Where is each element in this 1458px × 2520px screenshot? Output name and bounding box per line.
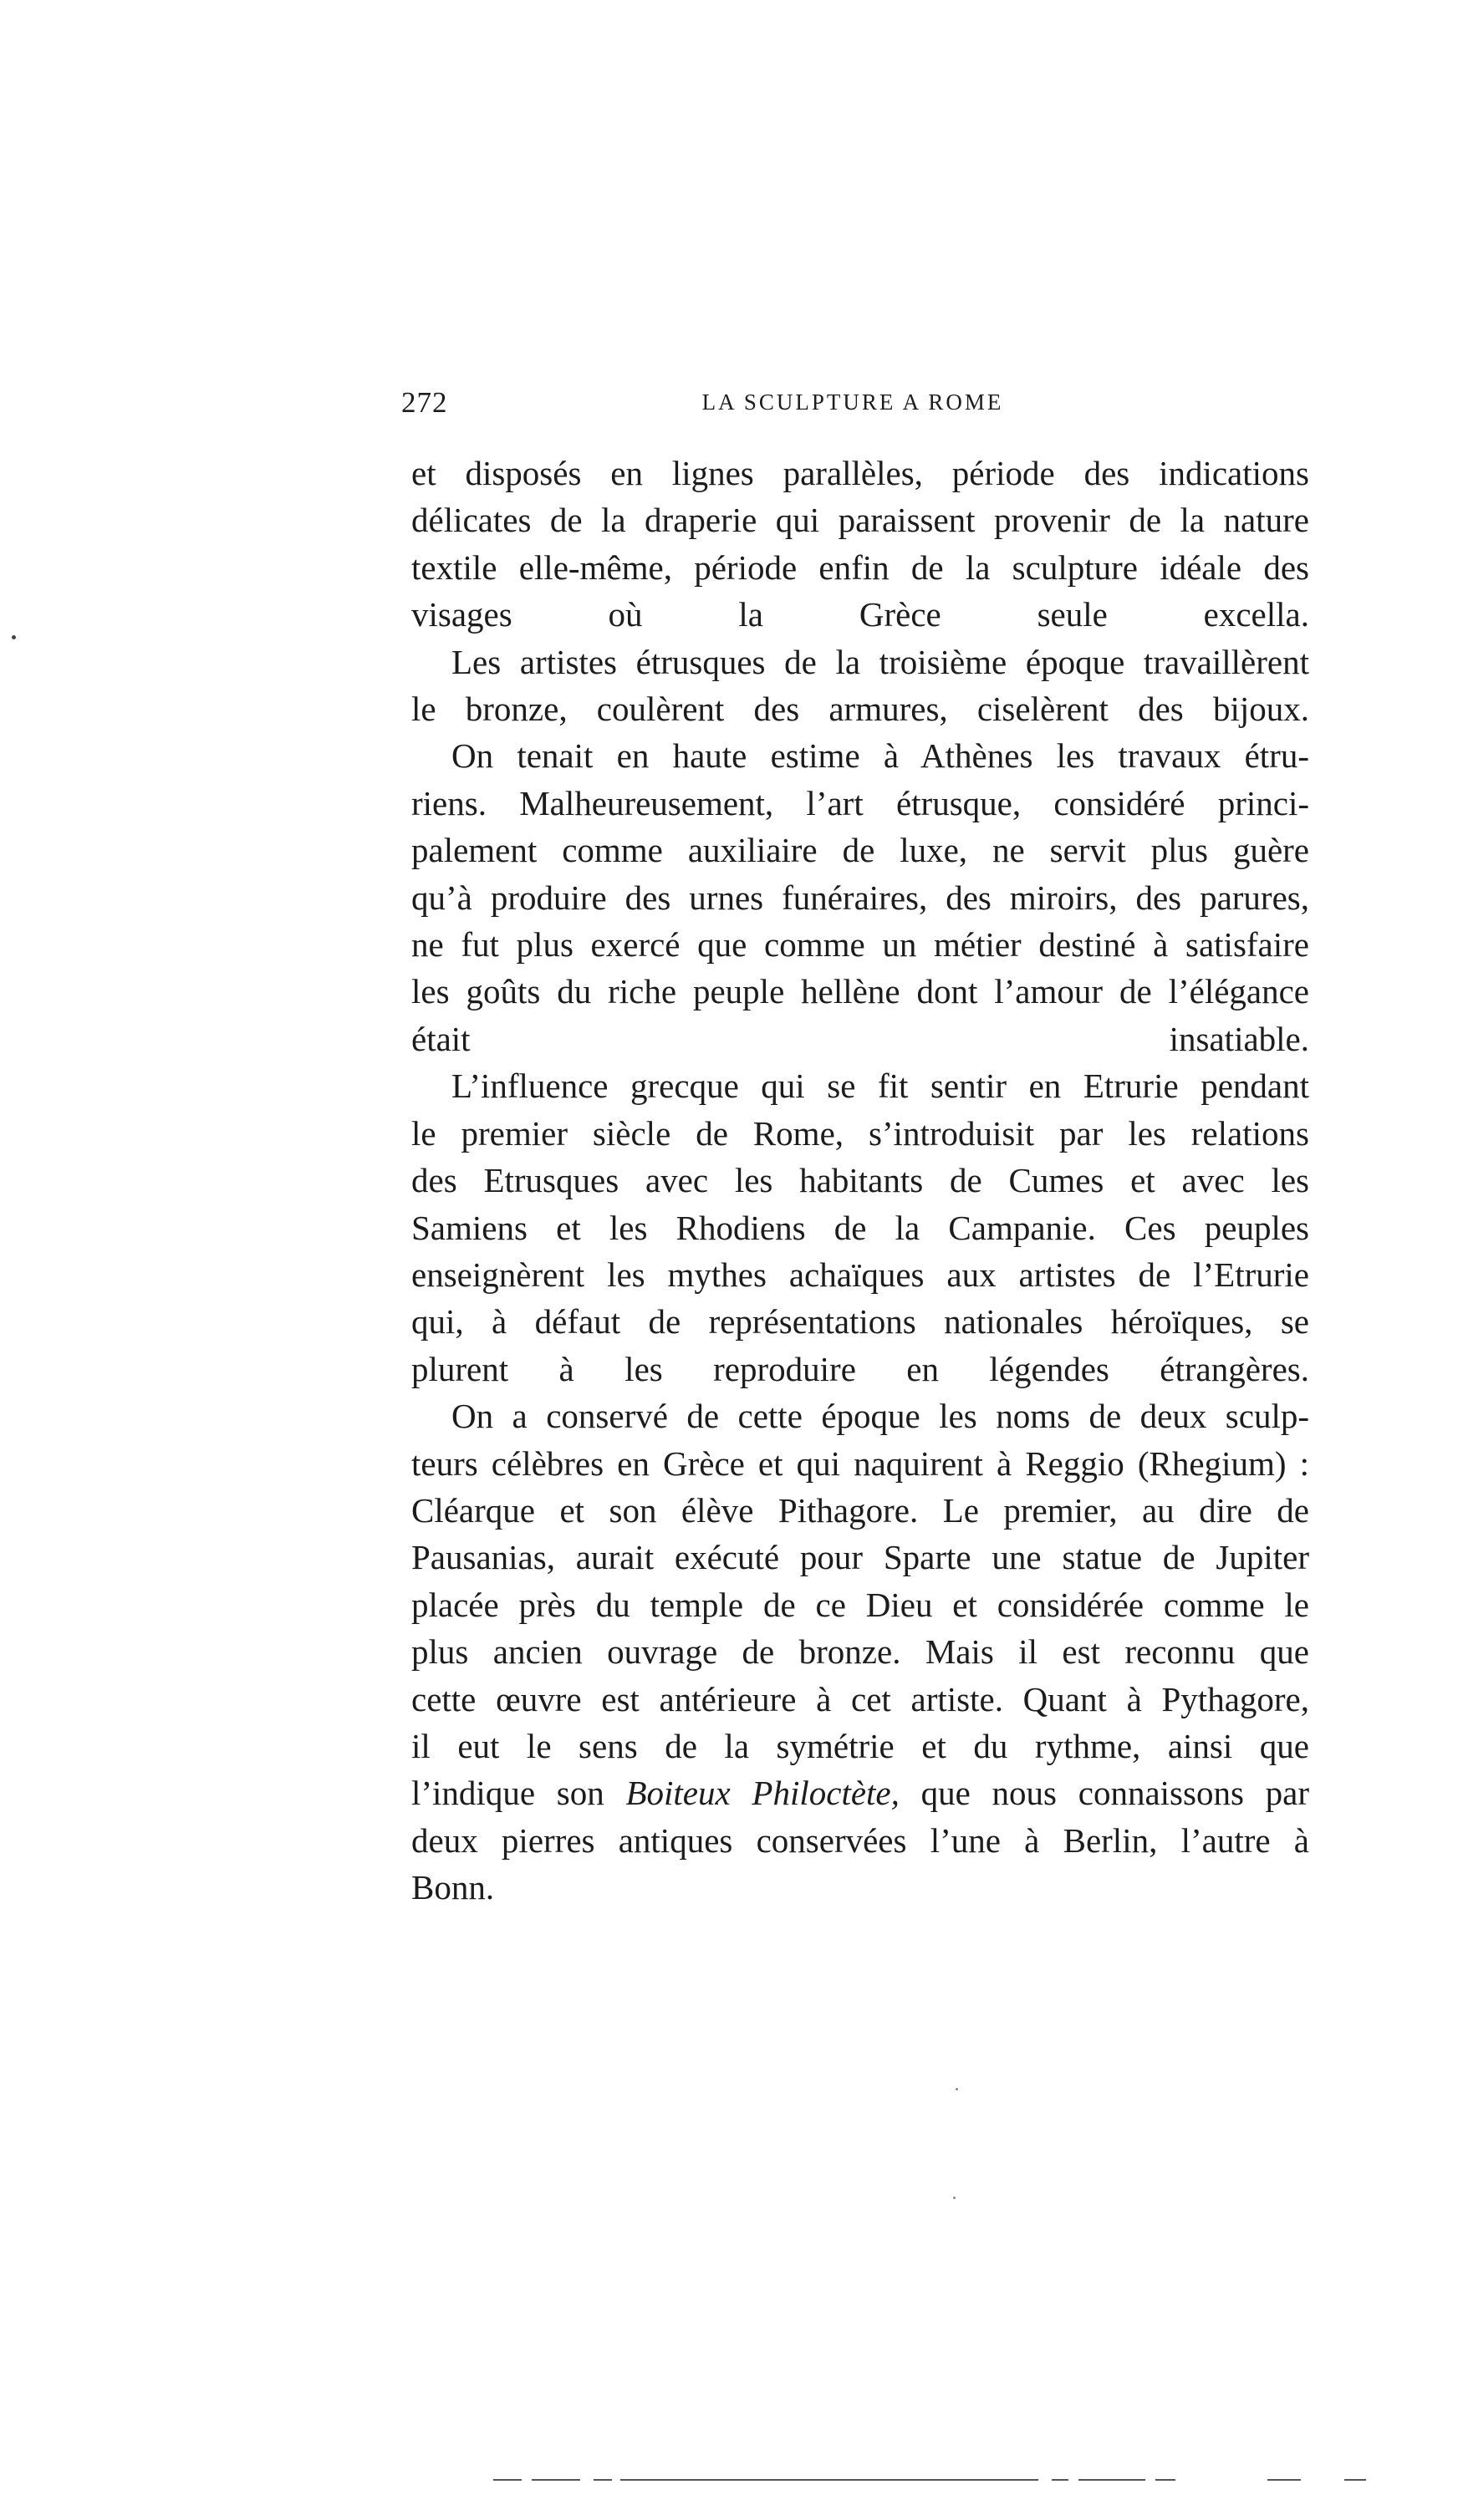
paragraph-2 xyxy=(411,639,1309,733)
text-line: visages où la Grèce seule excella. xyxy=(411,595,1309,634)
text-line: placée près du temple de ce Dieu et considérée comme le xyxy=(411,1585,1309,1624)
text-line: ne fut plus exercé que comme un métier destiné à satisfaire xyxy=(411,925,1309,965)
text-line xyxy=(411,1774,1309,1812)
text-fragment: l’indique son xyxy=(411,1774,626,1813)
text-line: cette œuvre est antérieure à cet artiste. Quant à Pythagore, xyxy=(411,1679,1309,1718)
bottom-rule xyxy=(594,2479,612,2481)
text-line: deux pierres antiques conservées l’une à Berlin, l’autre à xyxy=(411,1820,1309,1860)
text-line: On a conservé de cette époque les noms de deux sculp- xyxy=(451,1397,1309,1436)
scan-speck xyxy=(953,2197,956,2199)
text-line: riens. Malheureusement, l’art étrusque, considéré princi- xyxy=(411,783,1309,822)
bottom-rule xyxy=(620,2479,1038,2481)
paragraph-5 xyxy=(411,1392,1309,1864)
text-fragment: que nous connaissons par xyxy=(899,1774,1309,1813)
text-line: et disposés en lignes parallèles, période des indications xyxy=(411,454,1309,492)
text-line: plurent à les reproduire en légendes étrangères. xyxy=(411,1349,1309,1388)
text-line: Les artistes étrusques de la troisième époque travaillèrent xyxy=(451,642,1309,681)
paragraph-4 xyxy=(411,1062,1309,1392)
italic-title: Boiteux Philoctète, xyxy=(625,1774,900,1813)
body-text xyxy=(411,450,1309,1912)
text-line: les goûts du riche peuple hellène dont l’amour de l’élégance xyxy=(411,972,1309,1011)
bottom-rule xyxy=(1344,2479,1366,2481)
page-number: 272 xyxy=(401,386,448,419)
text-line: le premier siècle de Rome, s’introduisit par les relations xyxy=(411,1113,1309,1153)
text-line: enseignèrent les mythes achaïques aux artistes de l’Etrurie xyxy=(411,1255,1309,1294)
text-line: textile elle-même, période enfin de la sculpture idéale des xyxy=(411,547,1309,587)
bottom-rule xyxy=(493,2479,522,2481)
text-line: le bronze, coulèrent des armures, ciselèrent des bijoux. xyxy=(411,690,1309,729)
text-line: des Etrusques avec les habitants de Cumes et avec les xyxy=(411,1161,1309,1200)
text-line: Pausanias, aurait exécuté pour Sparte une statue de Jupiter xyxy=(411,1538,1309,1577)
margin-speck xyxy=(12,635,16,639)
bottom-rule xyxy=(1155,2479,1175,2481)
running-title: LA SCULPTURE A ROME xyxy=(701,389,1004,415)
text-line: était insatiable. xyxy=(411,1019,1309,1058)
bottom-rule xyxy=(1052,2479,1068,2481)
text-line: palement comme auxiliaire de luxe, ne servit plus guère xyxy=(411,831,1309,870)
scan-speck xyxy=(956,2088,958,2090)
text-line: On tenait en haute estime à Athènes les travaux étru- xyxy=(451,736,1309,776)
text-line: il eut le sens de la symétrie et du rythme, ainsi que xyxy=(411,1726,1309,1765)
bottom-rule xyxy=(532,2479,580,2481)
text-line: Bonn. xyxy=(411,1868,495,1907)
paragraph-1 xyxy=(411,450,1309,639)
text-line: L’influence grecque qui se fit sentir en Etrurie pendant xyxy=(451,1067,1309,1106)
text-line: teurs célèbres en Grèce et qui naquirent à Reggio (Rhegium) : xyxy=(411,1443,1309,1483)
bottom-rule xyxy=(1267,2479,1301,2481)
page-header xyxy=(401,386,1304,428)
text-line: qui, à défaut de représentations nationales héroïques, se xyxy=(411,1302,1309,1341)
text-line: Cléarque et son élève Pithagore. Le premier, au dire de xyxy=(411,1490,1309,1530)
bottom-rule xyxy=(1078,2479,1145,2481)
text-line: délicates de la draperie qui paraissent provenir de la nature xyxy=(411,501,1309,540)
paragraph-3 xyxy=(411,732,1309,1062)
paragraph-5-end xyxy=(411,1864,1309,1911)
text-line: qu’à produire des urnes funéraires, des miroirs, des parures, xyxy=(411,878,1309,917)
text-line: plus ancien ouvrage de bronze. Mais il est reconnu que xyxy=(411,1632,1309,1672)
text-line: Samiens et les Rhodiens de la Campanie. Ces peuples xyxy=(411,1208,1309,1247)
